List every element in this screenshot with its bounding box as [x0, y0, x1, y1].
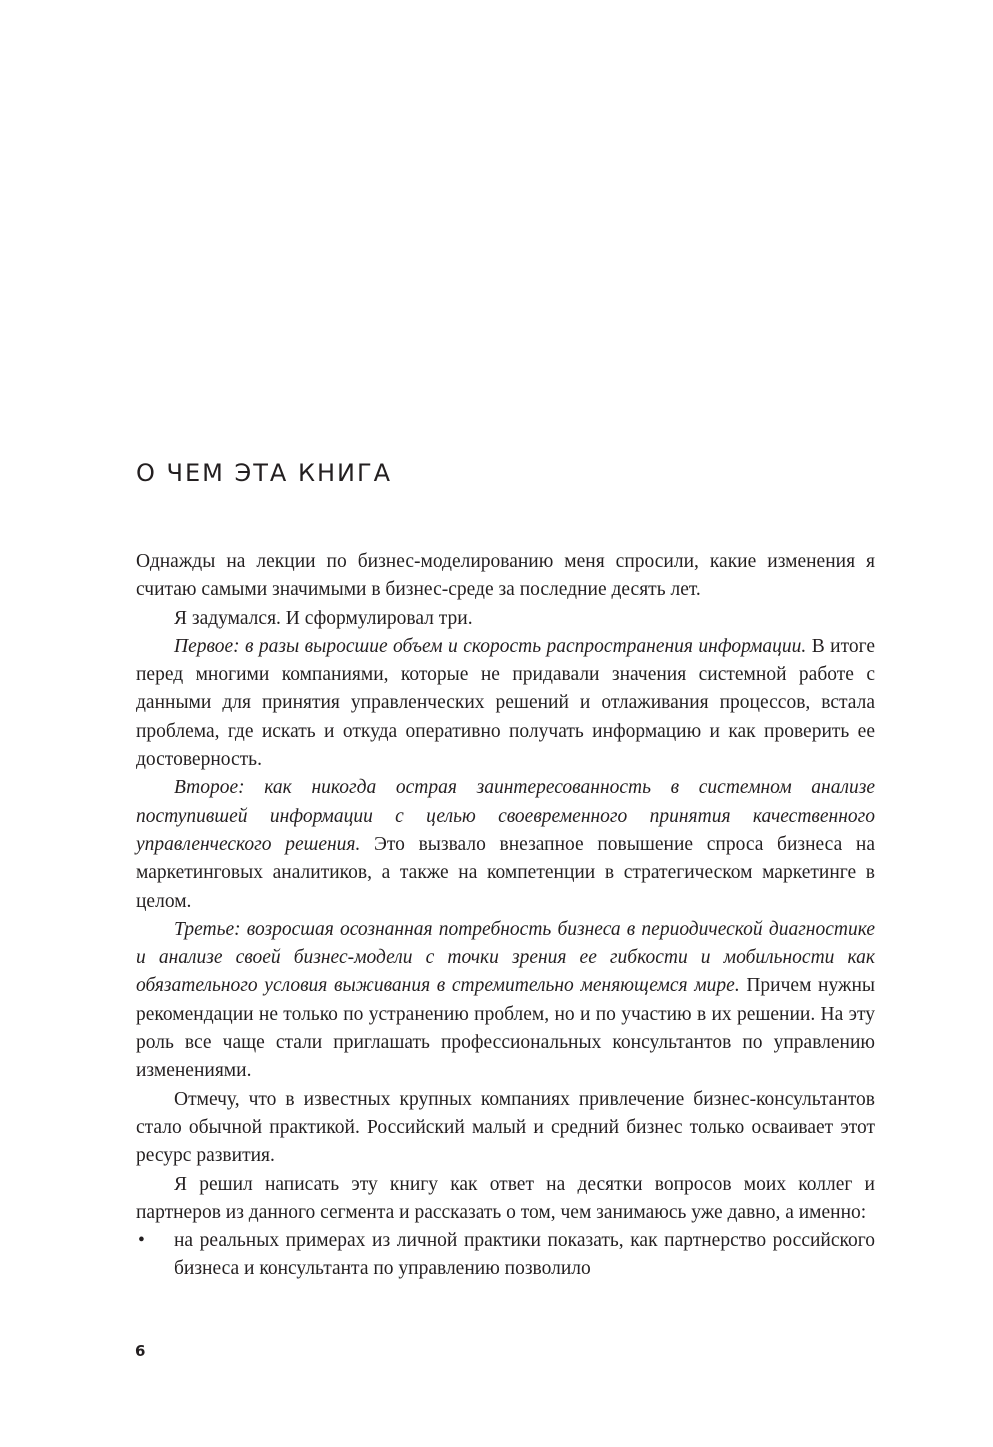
paragraph-italic-lead: Первое: в разы выросшие объем и скорость распространения информации. — [174, 635, 807, 657]
paragraph-text: В итоге перед многими компаниями, которые не придавали значения системной работе с данными для принятия управленческих решений и отлаживания процессов, встала проблема, где искать и откуда оперативно получать информацию и как проверить ее достоверность. — [136, 635, 875, 771]
paragraph — [136, 548, 875, 605]
paragraph — [136, 605, 875, 633]
list-item-text: на реальных примерах из личной практики показать, как партнерство российского бизнеса и консультанта по управлению позволило — [174, 1230, 875, 1280]
paragraph-text: Однажды на лекции по бизнес-моделированию меня спросили, какие изменения я считаю самыми значимыми в бизнес-среде за последние десять лет. — [136, 551, 875, 601]
paragraph — [136, 916, 875, 1086]
paragraph-italic-lead: Третье: возросшая осознанная потребность бизнеса в периодической диагностике и анализе своей бизнес-модели с точки зрения ее гибкости и мобильности как обязательного условия выживания в стремительно меняющемся мире. — [136, 918, 875, 997]
paragraph — [136, 633, 875, 774]
list-item — [136, 1227, 875, 1284]
body-text — [136, 548, 875, 1284]
paragraph — [136, 774, 875, 915]
chapter-title: О ЧЕМ ЭТА КНИГА — [136, 459, 393, 487]
paragraph-text: Я решил написать эту книгу как ответ на десятки вопросов моих коллег и партнеров из данного сегмента и рассказать о том, чем занимаюсь уже давно, а именно: — [136, 1173, 875, 1223]
paragraph-text: Я задумался. И сформулировал три. — [174, 607, 473, 629]
bullet-list — [136, 1227, 875, 1284]
paragraph-italic-lead: Второе: как никогда острая заинтересованность в системном анализе поступившей информации с целью своевременного принятия качественного управленческого решения. — [136, 777, 875, 855]
paragraph — [136, 1086, 875, 1171]
bullet-icon: • — [138, 1230, 145, 1252]
paragraph — [136, 1171, 875, 1228]
paragraph-text: Причем нужны рекомендации не только по устранению проблем, но и по участию в их решении. На эту роль все чаще стали приглашать профессиональных консультантов по управлению изменениями. — [136, 975, 876, 1082]
paragraph-text: Отмечу, что в известных крупных компаниях привлечение бизнес-консультантов стало обычной практикой. Российский малый и средний бизнес только осваивает этот ресурс развития. — [136, 1088, 875, 1167]
paragraph-text: Это вызвало внезапное повышение спроса бизнеса на маркетинговых аналитиков, а также на компетенции в стратегическом маркетинге в целом. — [136, 833, 875, 912]
page-number: 6 — [135, 1342, 146, 1360]
